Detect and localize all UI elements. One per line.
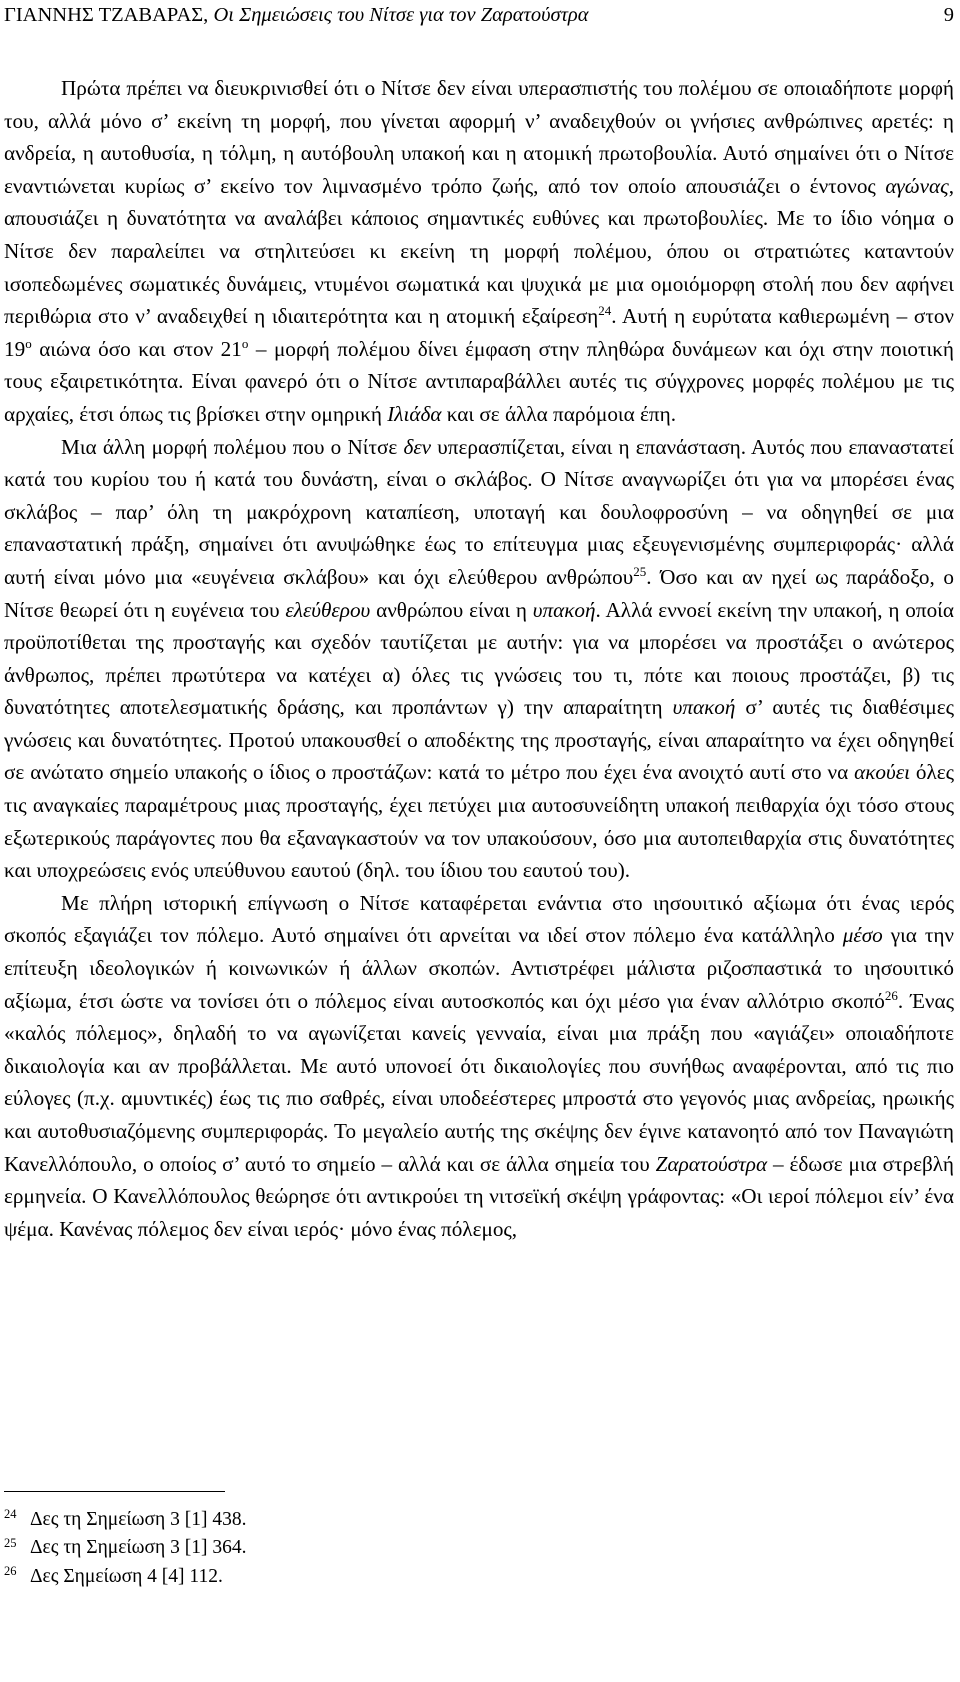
text-run: για την επίτευξη ιδεολογικών ή κοινωνικών ή άλλων σκοπών. Αντιστρέφει μάλιστα ριζοσπαστικά το ιησουιτικό αξίωμα, έτσι ώστε να τονίσει ότι ο πόλεμος είναι αυτοσκοπός και όχι μέσο για έναν αλλότριο σκοπό [4, 923, 954, 1013]
text-run: – μορφή πολέμου δίνει έμφαση στην πληθώρα δυνάμεων και όχι στην ποιοτική τους εξαιρετικότητα. Είναι φανερό ότι ο Νίτσε αντιπαραβάλλει αυτές τις σύγχρονες μορφές πολέμου με τις αρχαίες, έτσι όπως τις βρίσκει στην ομηρική [4, 336, 954, 426]
text-run: αιώνα όσο και στον 21 [31, 336, 242, 361]
italic-run: δεν [403, 434, 432, 459]
footnote-item: 25 Δες τη Σημείωση 3 [1] 364. [4, 1535, 247, 1559]
text-run: . Αυτή η ευρύτατα καθιερωμένη – στον 19 [4, 304, 955, 361]
italic-run: αγώνας [885, 173, 949, 198]
footnote-text: Δες τη Σημείωση 3 [1] 364. [30, 1537, 247, 1559]
text-run: Μια άλλη μορφή πολέμου που ο Νίτσε [61, 434, 404, 459]
italic-run: Ζαρατούστρα [655, 1151, 768, 1176]
footnote-separator [4, 1491, 225, 1492]
footnote-text: Δες Σημείωση 4 [4] 112. [30, 1565, 223, 1587]
text-run: και σε άλλα παρόμοια έπη. [441, 401, 677, 426]
italic-run: ακούει [854, 760, 910, 785]
running-header [4, 0, 954, 31]
text-run: όλες τις αναγκαίες παραμέτρους μιας προσταγής, έχει πετύχει μια αυτοσυνείδητη υπακοή πειθαρχία όχι τόσο στους εξωτερικούς παράγοντες που θα εξαναγκαστούν να τον υπακούσουν, όσο μια αυτοπειθαρχία στις δυνατότητες και υποχρεώσεις ενός υπεύθυνου εαυτού (δηλ. του ίδιου του εαυτού του). [4, 760, 955, 883]
text-run: ανθρώπου είναι η [370, 597, 533, 622]
text-run: . Αλλά εννοεί εκείνη την υπακοή, η οποία προϋποτίθεται της προσταγής και σχεδόν ταυτίζεται με αυτήν: για να μπορέσει να προστάξει ο ανώτερος άνθρωπος, πρέπει πρωτύτερα να κατέχει α) όλες τις γνώσεις του τι, πότε και ποιους προστάζει, β) τις δυνατότητες αποτελεσματικής δράσης, και προπάντων γ) την απαραίτητη [4, 597, 954, 720]
italic-run: Ιλιάδα [387, 401, 442, 426]
header-title: Οι Σημειώσεις του Νίτσε για τον Ζαρατούστρα [213, 4, 589, 26]
italic-run: ελεύθερου [285, 597, 371, 622]
text-run: υπερασπίζεται, είναι η επανάσταση. Αυτός που επαναστατεί κατά του κυρίου του ή κατά του δυνάστη, είναι ο σκλάβος. Ο Νίτσε αναγνωρίζει ότι για να μπορέσει ένας σκλάβος – παρ’ όλη τη μακρόχρονη καταπίεση, υποταγή και δουλοφροσύνη – να οδηγηθεί σε μια επαναστατική πράξη, σημαίνει ότι ανυψώθηκε έως το επίτευγμα μιας εξευγενισμένης συμπεριφοράς· αλλά αυτή είναι μόνο μια «ευγένεια σκλάβου» και όχι ελεύθερου ανθρώπου [4, 434, 954, 589]
italic-run: υπακοή [532, 597, 596, 622]
paragraph-3 [4, 887, 954, 1246]
body-text [4, 72, 954, 1245]
text-run: . Ένας «καλός πόλεμος», δηλαδή το να αγωνίζεται κανείς γενναία, είναι μια πράξη που «αγιάζει» οποιαδήποτε δικαιολογία και αν προβάλλεται. Με αυτό υπονοεί ότι δικαιολογίες που συνήθως αναφέρονται, από τις πιο εύλογες (π.χ. αμυντικές) έως τις πιο σαθρές, είναι υποδεέστερες μπροστά στο γεγονός μιας ανδρείας, ηρωικής και αυτοθυσιαζόμενης συμπεριφοράς. Το μεγαλείο αυτής της σκέψης δεν έγινε κατανοητό από τον Παναγιώτη Κανελλόπουλο, ο οποίος σ’ αυτό το σημείο – αλλά και σε άλλα σημεία του [4, 988, 954, 1176]
text-run: – έδωσε μια στρεβλή ερμηνεία. Ο Κανελλόπουλος θεώρησε ότι αντικρούει τη νιτσεϊκή σκέψη γράφοντας: «Οι ιεροί πόλεμοι είν’ ένα ψέμα. Κανένας πόλεμος δεν είναι ιερός· μόνο ένας πόλεμος, [4, 1151, 954, 1241]
italic-run: υπακοή [672, 695, 736, 720]
footnote-item: 24 Δες τη Σημείωση 3 [1] 438. [4, 1507, 247, 1530]
text-run: Πρώτα πρέπει να διευκρινισθεί ότι ο Νίτσε δεν είναι υπερασπιστής του πολέμου σε οποιαδήποτε μορφή του, αλλά μόνο σ’ εκείνη τη μορφή, που γίνεται αφορμή ν’ αναδειχθούν οι γνήσιες ανθρώπινες αρετές: η ανδρεία, η αυτοθυσία, η τόλμη, η αυτόβουλη υπακοή και η ατομική πρωτοβουλία. Αυτό σημαίνει ότι ο Νίτσε εναντιώνεται κυρίως σ’ εκείνο τον λιμνασμένο τρόπο ζωής, από τον οποίο απουσιάζει ο έντονος [4, 76, 954, 198]
italic-run: μέσο [842, 923, 883, 948]
footnote-text: Δες τη Σημείωση 3 [1] 438. [30, 1509, 247, 1530]
footnotes [4, 1506, 954, 1591]
footnote-ref-24: 24 [598, 303, 612, 319]
ordinal-marker: ο [25, 335, 32, 351]
footnote-ref-26: 26 [884, 987, 898, 1003]
text-run: Με πλήρη ιστορική επίγνωση ο Νίτσε καταφέρεται ενάντια στο ιησουιτικό αξίωμα ότι ένας ιερός σκοπός εξαγιάζει τον πόλεμο. Αυτό σημαίνει ότι αρνείται να ιδεί στον πόλεμο ένα κατάλληλο [4, 890, 954, 948]
page-number: 9 [943, 4, 954, 26]
text-run: . Όσο και αν ηχεί ως παράδοξο, ο Νίτσε θεωρεί ότι η ευγένεια του [4, 564, 954, 622]
text-run: , απουσιάζει η δυνατότητα να αναλάβει κάποιος σημαντικές ευθύνες και πρωτοβουλίες. Με το ίδιο νόημα ο Νίτσε δεν παραλείπει να στηλιτεύσει κι εκείνη τη μορφή πολέμου, όπου οι στρατιώτες καταντούν ισοπεδωμένες σωματικές δυνάμεις, ντυμένοι σωματικά και ψυχικά με μια ομοιόμορφη στολή που δεν αφήνει περιθώρια στο ν’ αναδειχθεί η ιδιαιτερότητα και η ατομική εξαίρεση [4, 173, 954, 329]
paragraph-1 [4, 72, 954, 431]
footnote-item: 26 Δες Σημείωση 4 [4] 112. [4, 1563, 223, 1587]
paragraph-2 [4, 431, 954, 887]
text-run: σ’ αυτές τις διαθέσιμες γνώσεις και δυνατότητες. Προτού υπακουσθεί ο αποδέκτης της προσταγής, είναι απαραίτητο να έχει οδηγηθεί σε ανώτατο σημείο υπακοής ο ίδιος ο προστάζων: κατά το μέτρο που έχει ένα ανοιχτό αυτί στο να [4, 695, 954, 785]
header-author: ΓΙΑΝΝΗΣ ΤΖΑΒΑΡΑΣ, [4, 4, 209, 26]
ordinal-marker: ο [241, 335, 249, 351]
footnote-ref-25: 25 [633, 563, 647, 579]
